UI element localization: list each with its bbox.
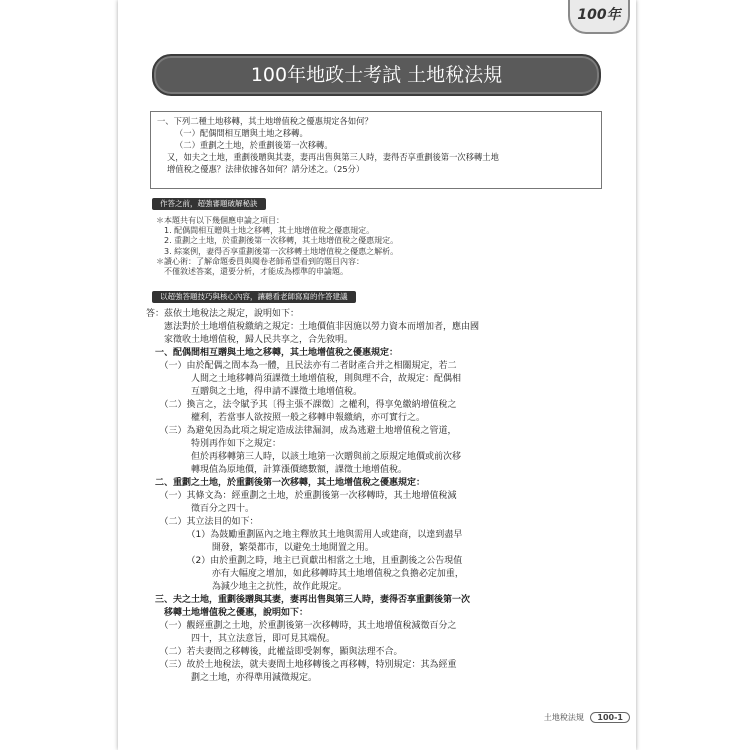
answer-line: 開發，繁榮都市，以避免土地閒置之用。 xyxy=(146,543,374,553)
answer-line: 劃之土地，亦得準用減徵規定。 xyxy=(146,673,318,683)
answer-line: （1）為鼓勵重劃區內之地主釋放其土地與需用人或建商，以達到盡早 xyxy=(146,530,463,540)
answer-line: （二）若夫妻間之移轉後，此權益即受剝奪，顯與法理不合。 xyxy=(146,647,403,657)
tip-line: 3. 綜案例，妻得否享重劃後第一次移轉土地增值稅之優惠之解析。 xyxy=(156,246,399,256)
answer-line: （一）其條文為：經重劃之土地，於重劃後第一次移轉時，其土地增值稅減 xyxy=(146,491,457,501)
answer-line: 人間之土地移轉尚須課徵土地增值稅，則與理不合，故規定：配偶相 xyxy=(146,374,462,384)
answer-line: 憲法對於土地增值稅繳納之規定：土地價值非因施以勞力資本而增加者，應由國 xyxy=(146,322,480,332)
answer-line: 四十，其立法意旨，即可見其端倪。 xyxy=(146,634,336,644)
answer-line: 轉現值為原地價，計算漲價總數額，課徵土地增值稅。 xyxy=(146,465,408,475)
answer-line: 但於再移轉第三人時，以該土地第一次贈與前之原規定地價或前次移 xyxy=(146,452,462,462)
answer-line: （一）由於配偶之間本為一體，且民法亦有二者財產合并之相關規定，若二 xyxy=(146,361,457,371)
answer-line: （2）由於重劃之時，地主已貢獻出相當之土地，且重劃後之公告現值 xyxy=(146,556,463,566)
page-footer xyxy=(544,712,630,723)
answer-heading: 三、夫之土地，重劃後贈與其妻，妻再出售與第三人時，妻得否享重劃後第一次 xyxy=(146,595,471,605)
answer-line: 權利，若當事人欲按照一般之移轉申報繳納，亦可實行之。 xyxy=(146,413,426,423)
page-title: 100年地政士考試 土地稅法規 xyxy=(152,54,601,96)
answer-line: 互贈與之土地，得申請不課徵土地增值稅。 xyxy=(146,387,363,397)
answer-line: 家徵收土地增值稅，歸人民共享之，合先敘明。 xyxy=(146,335,354,345)
suggest-label: 以超強答題技巧與核心內容，讓聽看老師寫寫的作答建議 xyxy=(152,291,356,303)
document-page xyxy=(118,0,636,750)
page-number: 100-1 xyxy=(590,712,630,723)
tip-line: ＊本題共有以下幾個應申論之項目： xyxy=(156,216,284,225)
tip-line: ＊讀心術：了解命題委員與閱卷老師希望看到的題目內容： xyxy=(156,256,364,266)
question-item: （二）重劃之土地，於重劃後第一次移轉。 xyxy=(175,140,333,150)
year-tab: 100年 xyxy=(568,0,630,34)
tip-line: 2. 重劃之土地，於重劃後第一次移轉，其土地增值稅之優惠規定。 xyxy=(156,236,399,246)
question-line: 一、下列二種土地移轉，其土地增值稅之優惠規定各如何？ xyxy=(157,116,373,126)
question-item: （一）配偶間相互贈與土地之移轉。 xyxy=(175,128,308,138)
tips-section xyxy=(156,216,596,277)
answer-section xyxy=(146,308,616,685)
answer-line: （二）其立法目的如下： xyxy=(146,517,259,527)
tip-line: 不僅敘述答案，還要分析，才能成為標準的申論題。 xyxy=(156,267,348,277)
answer-line: 特別再作如下之規定： xyxy=(146,439,282,449)
answer-line: （二）換言之，法令賦予其〔得主張不課徵〕之權利，得享免繳納增值稅之 xyxy=(146,400,457,410)
answer-line: 為減少地主之抗性，故作此規定。 xyxy=(146,582,347,592)
question-line: 又，如夫之土地，重劃後贈與其妻，妻再出售與第三人時，妻得否享重劃後第一次移轉土地 xyxy=(167,152,499,162)
answer-line: 亦有大幅度之增加，如此移轉時其土地增值稅之負擔必定加重， xyxy=(146,569,464,579)
tips-label: 作答之前，超強審題破解秘訣 xyxy=(152,198,266,210)
footer-section: 土地稅法規 xyxy=(543,713,584,722)
answer-line: 答：茲依土地稅法之規定，說明如下： xyxy=(146,309,300,319)
answer-line: （三）為避免因為此項之規定造成法律漏洞，成為逃避土地增值稅之管道， xyxy=(146,426,457,436)
answer-line: （一）觀經重劃之土地，於重劃後第一次移轉時，其土地增值稅減徵百分之 xyxy=(146,621,457,631)
answer-line: （三）故於土地稅法，就夫妻間土地移轉後之再移轉，特別規定：其為經重 xyxy=(146,660,457,670)
answer-heading: 移轉土地增值稅之優惠，說明如下： xyxy=(146,608,309,618)
question-box xyxy=(150,111,602,189)
question-line: 增值稅之優惠？法律依據各如何？請分述之。（25分） xyxy=(167,164,365,174)
answer-heading: 二、重劃之土地，於重劃後第一次移轉，其土地增值稅之優惠規定： xyxy=(146,478,426,488)
answer-heading: 一、配偶間相互贈與土地之移轉，其土地增值稅之優惠規定： xyxy=(146,348,399,358)
tip-line: 1. 配偶間相互贈與土地之移轉，其土地增值稅之優惠規定。 xyxy=(156,226,375,236)
answer-line: 徵百分之四十。 xyxy=(146,504,255,514)
